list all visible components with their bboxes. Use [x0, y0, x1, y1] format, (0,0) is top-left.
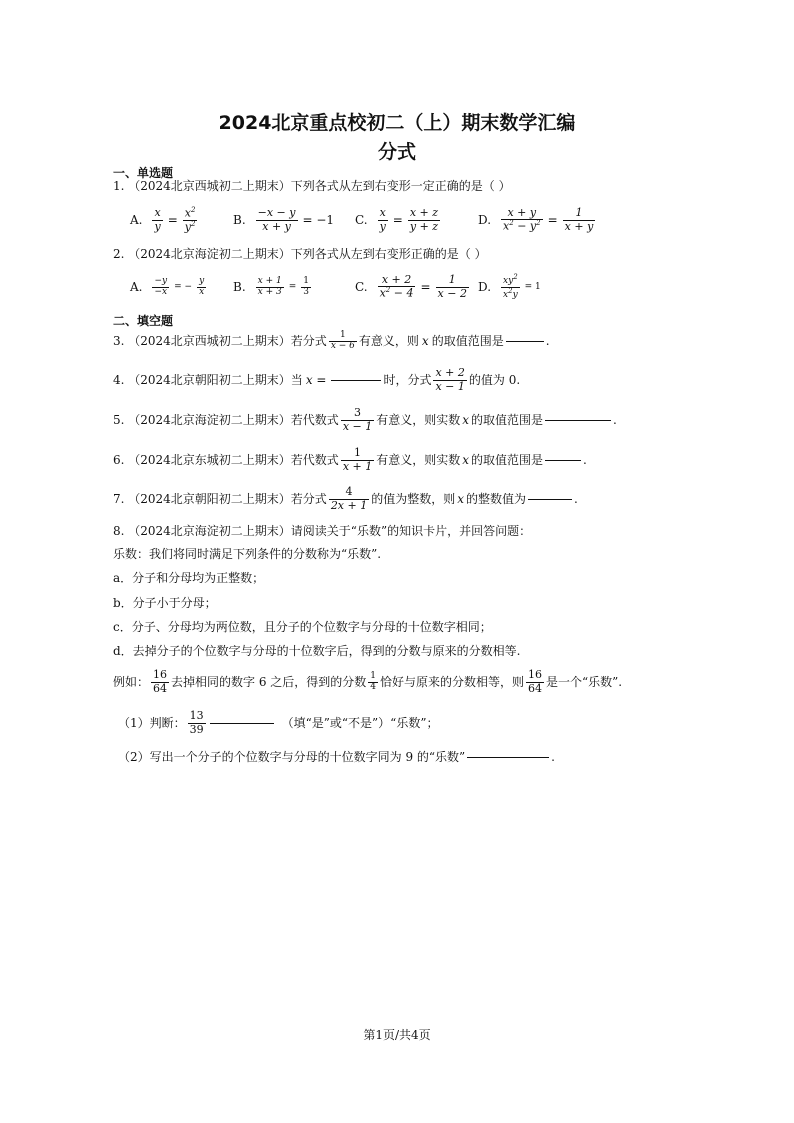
q1-options: [130, 202, 690, 238]
q1-option-c[interactable]: C. $\frac{x}{y}$ = $\frac{x + z}{y + z}$: [355, 206, 439, 233]
q6: 6. （2024北京东城初二上期末）若代数式 $\frac{1}{x + 1}$ 有意义，则实数 x 的取值范围是 .: [113, 446, 587, 473]
page-footer: 第1页/共4页: [363, 1028, 431, 1042]
q5: 5. （2024北京海淀初二上期末）若代数式 $\frac{3}{x - 1}$ 有意义，则实数 x 的取值范围是 .: [113, 406, 617, 433]
q8-definition: 乐数：我们将同时满足下列条件的分数称为“乐数”.: [113, 547, 382, 561]
q8-part1-answer-blank[interactable]: [210, 723, 274, 724]
section-single-choice: 一、单选题: [113, 166, 174, 180]
q8-part1: （1）判断： $\frac{13}{39}$ （填“是”或“不是”）“乐数”；: [118, 709, 439, 736]
q4-answer-blank[interactable]: [331, 380, 381, 381]
q5-answer-blank[interactable]: [545, 420, 611, 421]
q8-condition-b: b．分子小于分母；: [113, 596, 217, 610]
q8-part2-answer-blank[interactable]: [467, 757, 549, 758]
q8-condition-d: d．去掉分子的个位数字与分母的十位数字后，得到的分数与原来的分数相等.: [113, 644, 521, 658]
q7: 7. （2024北京朝阳初二上期末）若分式 $\frac{4}{2x + 1}$ 的值为整数，则 x 的整数值为 .: [113, 485, 578, 512]
q8-example: 例如： $\frac{16}{64}$ 去掉相同的数字 6 之后，得到的分数 $\frac{1}{4}$ 恰好与原来的分数相等，则 $\frac{16}{64}$ 是一个“乐数”.: [113, 668, 623, 695]
q2-option-b[interactable]: B. $\frac{x + 1}{x + 3}$ = $\frac{1}{3}$: [233, 275, 309, 297]
q1-option-a[interactable]: A. $\frac{x}{y}$ = $\frac{x^2}{y^2}$: [130, 205, 196, 234]
q2-option-c[interactable]: C. $\frac{x + 2}{x^2 - 4}$ = $\frac{1}{x - 2}$: [355, 273, 467, 300]
q1-option-d[interactable]: D. $\frac{x + y}{x^2 - y^2}$ = $\frac{1}{x + y}$: [478, 206, 594, 233]
q3: 3. （2024北京西城初二上期末）若分式 $\frac{1}{x - 6}$ 有意义，则 x 的取值范围是 .: [113, 329, 550, 351]
q8-condition-a: a．分子和分母均为正整数；: [113, 571, 265, 585]
section-fill-in: 二、填空题: [113, 314, 174, 328]
q7-answer-blank[interactable]: [528, 499, 572, 500]
q8-condition-c: c．分子、分母均为两位数，且分子的个位数字与分母的十位数字相同；: [113, 620, 492, 634]
q2-option-d[interactable]: D. $\frac{xy^2}{x^2y}$ = 1: [478, 272, 541, 300]
q2-stem: 2. （2024北京海淀初二上期末）下列各式从左到右变形正确的是（ ）: [113, 247, 487, 261]
q8-stem: 8. （2024北京海淀初二上期末）请阅读关于“乐数”的知识卡片，并回答问题：: [113, 524, 532, 538]
document-subtitle: 分式: [377, 141, 416, 163]
q3-answer-blank[interactable]: [506, 341, 544, 342]
q6-answer-blank[interactable]: [545, 460, 581, 461]
document-title: 2024北京重点校初二（上）期末数学汇编: [218, 112, 576, 134]
q2-option-a[interactable]: A. $\frac{-y}{-x}$ = − $\frac{y}{x}$: [130, 275, 205, 297]
q8-part2: （2）写出一个分子的个位数字与分母的十位数字同为 9 的“乐数” .: [118, 750, 555, 764]
q1-stem: 1. （2024北京西城初二上期末）下列各式从左到右变形一定正确的是（ ）: [113, 179, 511, 193]
q1-option-b[interactable]: B. $\frac{-x - y}{x + y}$ = −1: [233, 206, 335, 233]
q4: 4. （2024北京朝阳初二上期末）当 x = 时，分式 $\frac{x + 2}{x - 1}$ 的值为 0.: [113, 366, 521, 393]
q2-options: [130, 269, 690, 305]
